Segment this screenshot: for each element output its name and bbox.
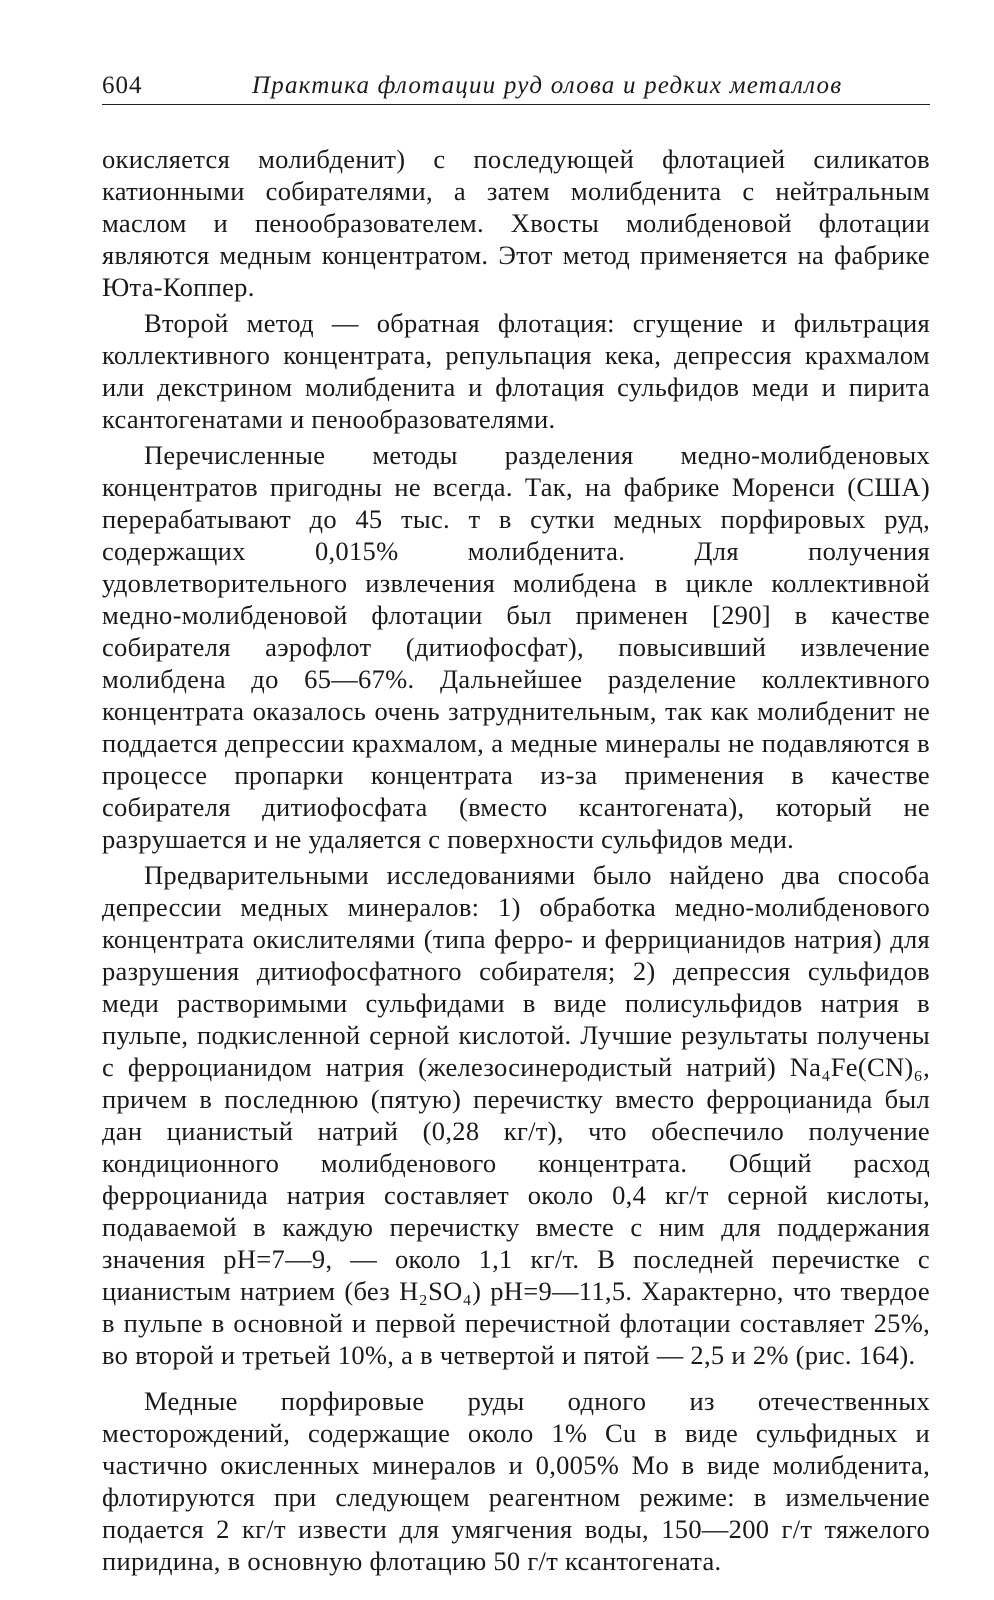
paragraph-continued: окисляется молибденит) с последующей флотацией силикатов катионными собирателями, а затем молибденита с нейтральным маслом и пенообразователем. Хвосты молибденовой флотации являются медным концентратом. Этот метод применяется на фабрике Юта-Коппер.: [102, 144, 930, 302]
body-text: [102, 143, 930, 1577]
page-number: 604: [102, 72, 143, 99]
paragraph: Медные порфировые руды одного из отечественных месторождений, содержащие около 1% Cu в виде сульфидных и частично окисленных минералов и 0,005% Mo в виде молибденита, флотируются при следующем реагентном режиме: в измельчение подается 2 кг/т извести для умягчения воды, 150—200 г/т тяжелого пиридина, в основную флотацию 50 г/т ксантогената.: [102, 1386, 930, 1576]
running-title: Практика флотации руд олова и редких металлов: [252, 72, 843, 99]
paragraph: Предварительными исследованиями было найдено два способа депрессии медных минералов: 1) обработка медно-молибденового концентрата окислителями (типа ферро- и феррицианидов натрия) для разрушения дитиофосфатного собирателя; 2) депрессия сульфидов меди растворимыми сульфидами в виде полисульфидов натрия в пульпе, подкисленной серной кислотой. Лучшие результаты получены с ферроцианидом натрия (железосинеродистый натрий) Na₄Fe(CN)₆, причем в последнюю (пятую) перечистку вместо ферроцианида был дан цианистый натрий (0,28 кг/т), что обеспечило получение кондиционного молибденового концентрата. Общий расход ферроцианида натрия составляет около 0,4 кг/т серной кислоты, подаваемой в каждую перечистку вместе с ним для поддержания значения pH=7—9, — около 1,1 кг/т. В последней перечистке с цианистым натрием (без H₂SO₄) pH=9—11,5. Характерно, что твердое в пульпе в основной и первой перечистной флотации составляет 25%, во второй и третьей 10%, а в четвертой и пятой — 2,5 и 2% (рис. 164).: [102, 860, 930, 1370]
paragraph: Второй метод — обратная флотация: сгущение и фильтрация коллективного концентрата, репульпация кека, депрессия крахмалом или декстрином молибденита и флотация сульфидов меди и пирита ксантогенатами и пенообразователями.: [102, 308, 930, 434]
running-header: [102, 72, 930, 105]
paragraph: Перечисленные методы разделения медно-молибденовых концентратов пригодны не всегда. Так, на фабрике Моренси (США) перерабатывают до 45 тыс. т в сутки медных порфировых руд, содержащих 0,015% молибденита. Для получения удовлетворительного извлечения молибдена в цикле коллективной медно-молибденовой флотации был применен [290] в качестве собирателя аэрофлот (дитиофосфат), повысивший извлечение молибдена до 65—67%. Дальнейшее разделение коллективного концентрата оказалось очень затруднительным, так как молибденит не поддается депрессии крахмалом, а медные минералы не подавляются в процессе пропарки концентрата из-за применения в качестве собирателя дитиофосфата (вместо ксантогената), который не разрушается и не удаляется с поверхности сульфидов меди.: [102, 440, 930, 854]
